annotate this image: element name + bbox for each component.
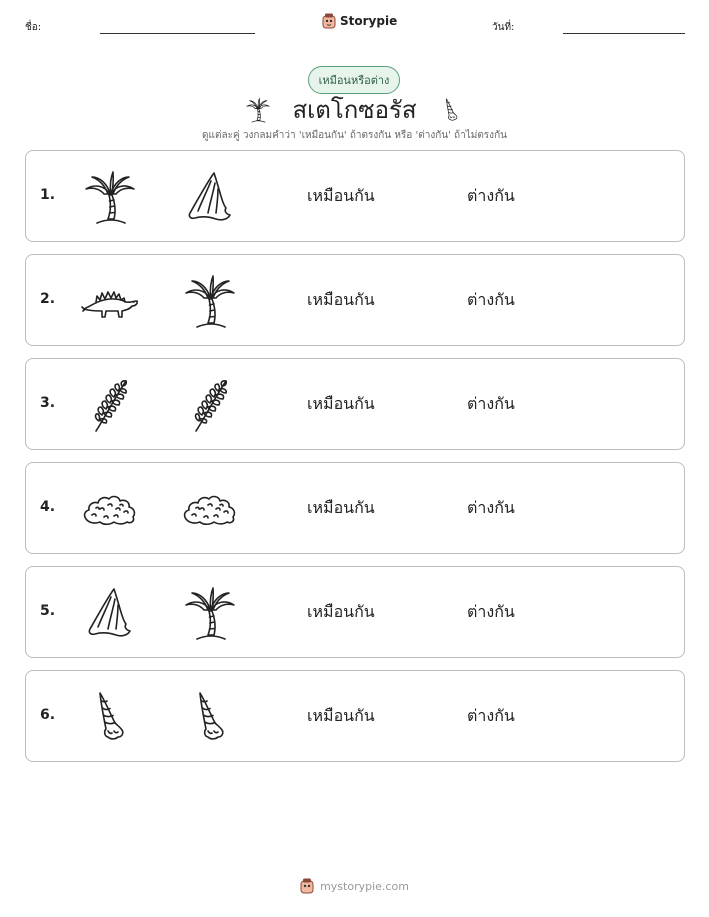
question-row-5	[25, 566, 685, 658]
instructions: ดูแต่ละคู่ วงกลมคำว่า 'เหมือนกัน' ถ้าตรงกัน หรือ 'ต่างกัน' ถ้าไม่ตรงกัน	[202, 130, 507, 141]
name-label: ชื่อ:	[25, 22, 42, 33]
palm-tree-icon	[80, 167, 140, 227]
horn-spike-icon	[180, 687, 240, 747]
palm-tree-icon	[180, 583, 240, 643]
question-number: 1.	[40, 187, 56, 203]
same-option[interactable]: เหมือนกัน	[307, 290, 375, 309]
right-picture	[180, 479, 240, 539]
stegosaurus-icon	[80, 271, 140, 331]
palm-tree-icon	[180, 271, 240, 331]
brand-logo	[322, 13, 397, 29]
left-picture	[80, 167, 140, 227]
question-number: 5.	[40, 603, 56, 619]
left-picture	[80, 375, 140, 435]
brand-name: Storypie	[340, 14, 398, 28]
page-title: สเตโกซอรัส	[292, 96, 417, 124]
right-picture	[180, 167, 240, 227]
left-picture	[80, 687, 140, 747]
same-option[interactable]: เหมือนกัน	[307, 706, 375, 725]
question-number: 6.	[40, 707, 56, 723]
title-row	[0, 90, 709, 129]
left-picture	[80, 583, 140, 643]
different-option[interactable]: ต่างกัน	[467, 186, 515, 205]
name-field-line[interactable]	[100, 33, 255, 34]
left-picture	[80, 271, 140, 331]
right-picture	[180, 271, 240, 331]
triangle-plate-icon	[180, 167, 240, 227]
palm-tree-icon	[244, 96, 272, 124]
footer-url: mystorypie.com	[320, 879, 409, 893]
question-row-2	[25, 254, 685, 346]
horn-spike-icon	[437, 96, 465, 124]
question-row-6	[25, 670, 685, 762]
different-option[interactable]: ต่างกัน	[467, 706, 515, 725]
same-option[interactable]: เหมือนกัน	[307, 394, 375, 413]
right-picture	[180, 583, 240, 643]
question-row-4	[25, 462, 685, 554]
shrub-icon	[80, 479, 140, 539]
fern-leaf-icon	[80, 375, 140, 435]
different-option[interactable]: ต่างกัน	[467, 602, 515, 621]
different-option[interactable]: ต่างกัน	[467, 498, 515, 517]
horn-spike-icon	[80, 687, 140, 747]
question-number: 2.	[40, 291, 56, 307]
question-row-1	[25, 150, 685, 242]
fern-leaf-icon	[180, 375, 240, 435]
different-option[interactable]: ต่างกัน	[467, 290, 515, 309]
question-row-3	[25, 358, 685, 450]
right-picture	[180, 375, 240, 435]
date-field-line[interactable]	[563, 33, 685, 34]
date-label: วันที่:	[492, 22, 515, 33]
same-option[interactable]: เหมือนกัน	[307, 498, 375, 517]
shrub-icon	[180, 479, 240, 539]
same-option[interactable]: เหมือนกัน	[307, 186, 375, 205]
different-option[interactable]: ต่างกัน	[467, 394, 515, 413]
footer	[0, 878, 709, 894]
question-number: 3.	[40, 395, 56, 411]
question-number: 4.	[40, 499, 56, 515]
horn-spike-icon	[437, 96, 465, 124]
same-option[interactable]: เหมือนกัน	[307, 602, 375, 621]
topic-pill: เหมือนหรือต่าง	[308, 66, 400, 94]
palm-tree-icon	[244, 96, 272, 124]
storypie-mascot-icon	[300, 878, 314, 894]
left-picture	[80, 479, 140, 539]
right-picture	[180, 687, 240, 747]
triangle-plate-icon	[80, 583, 140, 643]
storypie-mascot-icon	[322, 13, 336, 29]
